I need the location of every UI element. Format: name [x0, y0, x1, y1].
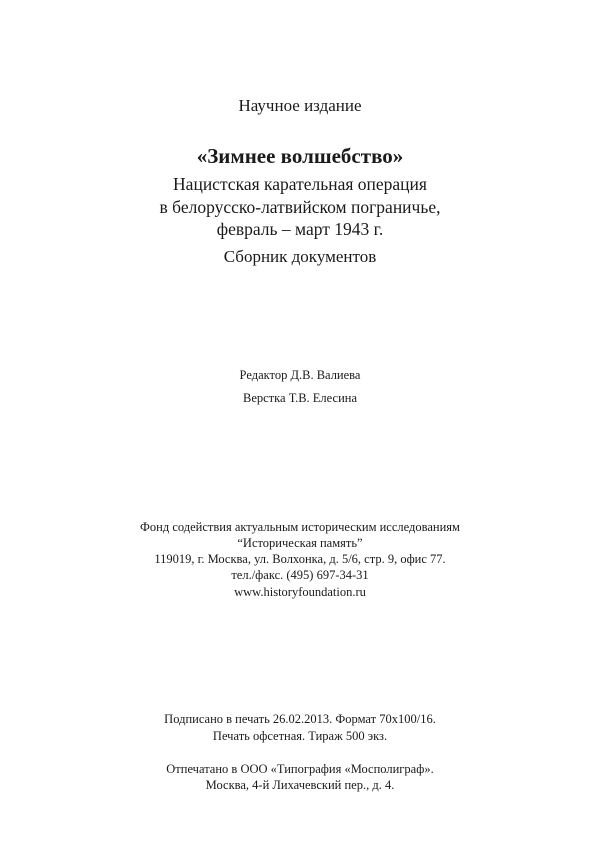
printer-name: Отпечатано в ООО «Типография «Мосполиграф». [166, 762, 434, 776]
publisher-address: 119019, г. Москва, ул. Волхонка, д. 5/6, стр. 9, офис 77. [154, 552, 446, 566]
print-run: Печать офсетная. Тираж 500 экз. [212, 729, 388, 743]
printer-address: Москва, 4-й Лихачевский пер., д. 4. [205, 778, 395, 792]
publisher-website: www.historyfoundation.ru [234, 585, 366, 599]
publisher-phone: тел./факс. (495) 697-34-31 [231, 568, 369, 582]
layout-credit: Верстка Т.В. Елесина [242, 391, 357, 405]
signed-to-print: Подписано в печать 26.02.2013. Формат 70х100/16. [164, 712, 436, 726]
subtitle-line-3: февраль – март 1943 г. [216, 219, 384, 239]
editor-credit: Редактор Д.В. Валиева [239, 368, 361, 382]
collection-label: Сборник документов [223, 247, 377, 266]
book-title: «Зимнее волшебство» [196, 144, 404, 168]
publisher-name-line-2: “Историческая память” [237, 536, 363, 550]
subtitle-line-1: Нацистская карательная операция [173, 174, 427, 194]
edition-type: Научное издание [238, 96, 362, 115]
publisher-name-line-1: Фонд содействия актуальным историческим исследованиям [140, 520, 460, 534]
subtitle-line-2: в белорусско-латвийском пограничье, [159, 197, 441, 217]
